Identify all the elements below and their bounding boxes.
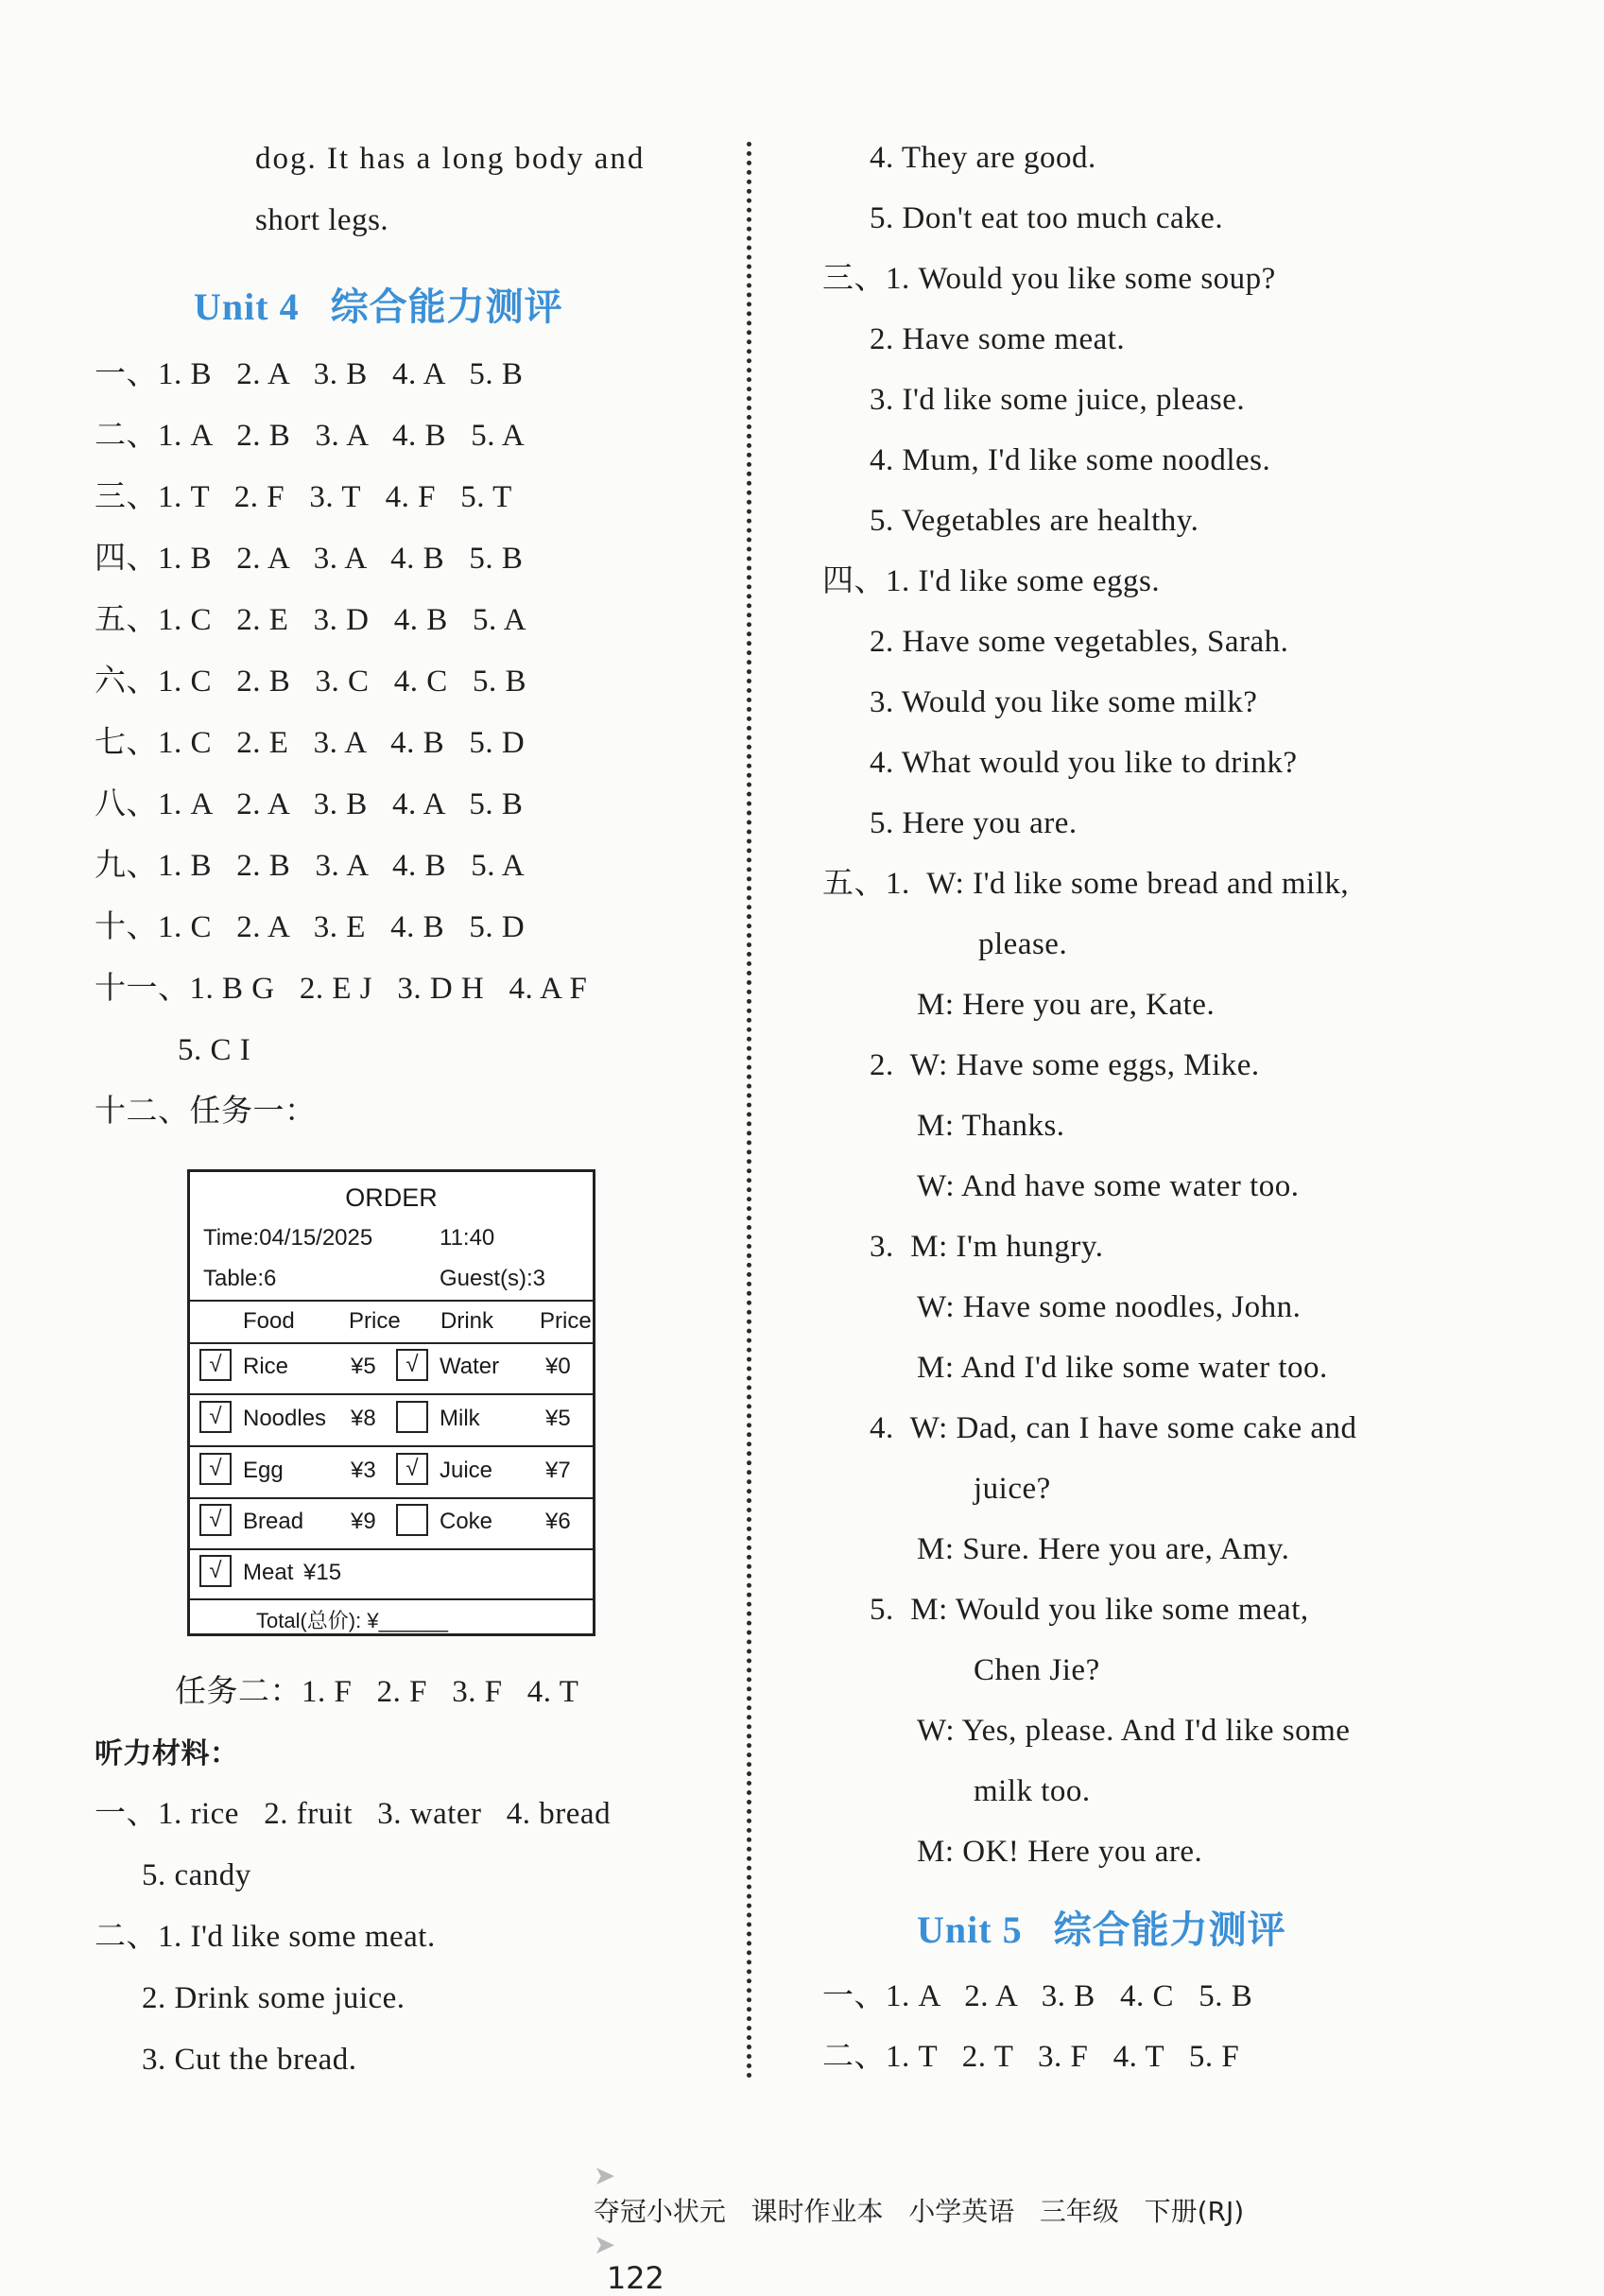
- drink-name: Juice: [440, 1458, 493, 1483]
- intro-line-1: dog. It has a long body and: [255, 142, 646, 176]
- order-guests: Guest(s):3: [440, 1266, 546, 1291]
- listening-line: 一、1. rice 2. fruit 3. water 4. bread: [95, 1797, 612, 1831]
- drink-price: ¥7: [545, 1458, 571, 1483]
- food-price: ¥3: [351, 1458, 376, 1483]
- order-table: Table:6: [203, 1266, 277, 1291]
- answer-line: 六、1. C 2. B 3. C 4. C 5. B: [95, 665, 527, 699]
- order-total: Total(总价): ¥______: [256, 1609, 448, 1632]
- column-divider: [747, 142, 751, 2080]
- checkbox[interactable]: [396, 1401, 428, 1433]
- answer-line: 三、1. Would you like some soup?: [822, 262, 1276, 296]
- dialogue-line: M: And I'd like some water too.: [917, 1351, 1328, 1385]
- checkbox[interactable]: √: [199, 1555, 232, 1587]
- dialogue-line: W: Yes, please. And I'd like some: [917, 1714, 1351, 1748]
- drink-name: Water: [440, 1354, 500, 1379]
- order-time: Time:04/15/2025: [203, 1225, 373, 1251]
- answer-line: 十、1. C 2. A 3. E 4. B 5. D: [95, 910, 526, 944]
- food-name: Egg: [243, 1458, 284, 1483]
- food-name: Bread: [243, 1509, 304, 1534]
- dialogue-line: Chen Jie?: [974, 1653, 1100, 1687]
- footer-brand: 夺冠小状元 课时作业本 小学英语 三年级 下册(RJ): [593, 2196, 1245, 2227]
- answer-line: 七、1. C 2. E 3. A 4. B 5. D: [95, 726, 526, 760]
- food-price: ¥15: [303, 1560, 342, 1585]
- answer-line: 5. Don't eat too much cake.: [870, 201, 1224, 235]
- dialogue-line: 4. W: Dad, can I have some cake and: [870, 1411, 1357, 1445]
- listening-line: 二、1. I'd like some meat.: [95, 1920, 436, 1954]
- order-title: ORDER: [345, 1183, 438, 1212]
- checkbox[interactable]: √: [199, 1401, 232, 1433]
- checkbox[interactable]: √: [199, 1504, 232, 1536]
- answer-line: 一、1. B 2. A 3. B 4. A 5. B: [95, 357, 524, 391]
- answer-line: 四、1. B 2. A 3. A 4. B 5. B: [95, 542, 524, 576]
- unit5-heading: Unit 5 综合能力测评: [917, 1908, 1286, 1951]
- dialogue-line: 3. M: I'm hungry.: [870, 1230, 1104, 1264]
- answer-line: 一、1. A 2. A 3. B 4. C 5. B: [822, 1979, 1253, 2013]
- answer-line: 3. I'd like some juice, please.: [870, 383, 1246, 417]
- answer-line: 4. They are good.: [870, 141, 1096, 175]
- food-price: ¥5: [351, 1354, 376, 1379]
- order-clock: 11:40: [440, 1225, 495, 1251]
- answer-line: 2. Have some meat.: [870, 322, 1126, 356]
- dialogue-line: M: Here you are, Kate.: [917, 988, 1216, 1022]
- checkbox[interactable]: √: [396, 1453, 428, 1485]
- checkbox[interactable]: √: [199, 1349, 232, 1381]
- checkbox[interactable]: √: [396, 1349, 428, 1381]
- arrow-icon: ➤: [593, 2160, 616, 2191]
- dialogue-line: W: Have some noodles, John.: [917, 1290, 1302, 1324]
- answer-line: 二、1. T 2. T 3. F 4. T 5. F: [822, 2040, 1240, 2074]
- answer-line: 3. Would you like some milk?: [870, 685, 1258, 719]
- dialogue-line: juice?: [974, 1472, 1051, 1506]
- order-form: [187, 1169, 595, 1636]
- listening-line: 2. Drink some juice.: [142, 1981, 405, 2015]
- header-food: Food: [243, 1308, 295, 1334]
- dialogue-line: M: Thanks.: [917, 1109, 1065, 1143]
- listening-line: 5. candy: [142, 1858, 251, 1892]
- food-name: Rice: [243, 1354, 289, 1379]
- task1-label: 十二、任务一：: [95, 1095, 317, 1129]
- answer-line: 九、1. B 2. B 3. A 4. B 5. A: [95, 849, 526, 883]
- answer-line: 2. Have some vegetables, Sarah.: [870, 625, 1289, 659]
- drink-price: ¥0: [545, 1354, 571, 1379]
- answer-line: 4. What would you like to drink?: [870, 746, 1298, 780]
- answer-line: 5. Vegetables are healthy.: [870, 504, 1199, 538]
- page-number: 122: [606, 2260, 664, 2296]
- drink-name: Milk: [440, 1406, 480, 1431]
- unit4-heading: Unit 4 综合能力测评: [194, 285, 563, 328]
- listening-title: 听力材料：: [95, 1737, 239, 1770]
- answer-line: 5. C I: [178, 1033, 251, 1067]
- page-footer: [577, 2129, 1244, 2296]
- checkbox[interactable]: [396, 1504, 428, 1536]
- answer-line: 八、1. A 2. A 3. B 4. A 5. B: [95, 787, 524, 821]
- food-price: ¥8: [351, 1406, 376, 1431]
- answer-line: 十一、1. B G 2. E J 3. D H 4. A F: [95, 972, 588, 1006]
- header-food-price: Price: [349, 1308, 401, 1334]
- answer-line: 二、1. A 2. B 3. A 4. B 5. A: [95, 419, 526, 453]
- food-name: Noodles: [243, 1406, 327, 1431]
- answer-line: 5. Here you are.: [870, 806, 1078, 840]
- header-drink-price: Price: [540, 1308, 592, 1334]
- dialogue-line: M: Sure. Here you are, Amy.: [917, 1532, 1290, 1566]
- task2-answers: 任务二：1. F 2. F 3. F 4. T: [175, 1675, 579, 1709]
- drink-name: Coke: [440, 1509, 493, 1534]
- arrow-icon: ➤: [593, 2229, 616, 2260]
- drink-price: ¥6: [545, 1509, 571, 1534]
- header-drink: Drink: [440, 1308, 494, 1334]
- dialogue-line: M: OK! Here you are.: [917, 1835, 1203, 1869]
- dialogue-line: W: And have some water too.: [917, 1169, 1300, 1203]
- dialogue-line: 五、1. W: I'd like some bread and milk,: [822, 867, 1350, 901]
- intro-line-2: short legs.: [255, 203, 389, 237]
- drink-price: ¥5: [545, 1406, 571, 1431]
- answer-line: 四、1. I'd like some eggs.: [822, 564, 1161, 598]
- answer-line: 4. Mum, I'd like some noodles.: [870, 443, 1271, 477]
- answer-line: 五、1. C 2. E 3. D 4. B 5. A: [95, 603, 527, 637]
- answer-line: 三、1. T 2. F 3. T 4. F 5. T: [95, 480, 512, 514]
- dialogue-line: please.: [978, 927, 1068, 961]
- listening-line: 3. Cut the bread.: [142, 2043, 357, 2077]
- checkbox[interactable]: √: [199, 1453, 232, 1485]
- food-price: ¥9: [351, 1509, 376, 1534]
- dialogue-line: 2. W: Have some eggs, Mike.: [870, 1048, 1260, 1082]
- dialogue-line: milk too.: [974, 1774, 1091, 1808]
- food-name: Meat: [243, 1560, 294, 1585]
- dialogue-line: 5. M: Would you like some meat,: [870, 1593, 1309, 1627]
